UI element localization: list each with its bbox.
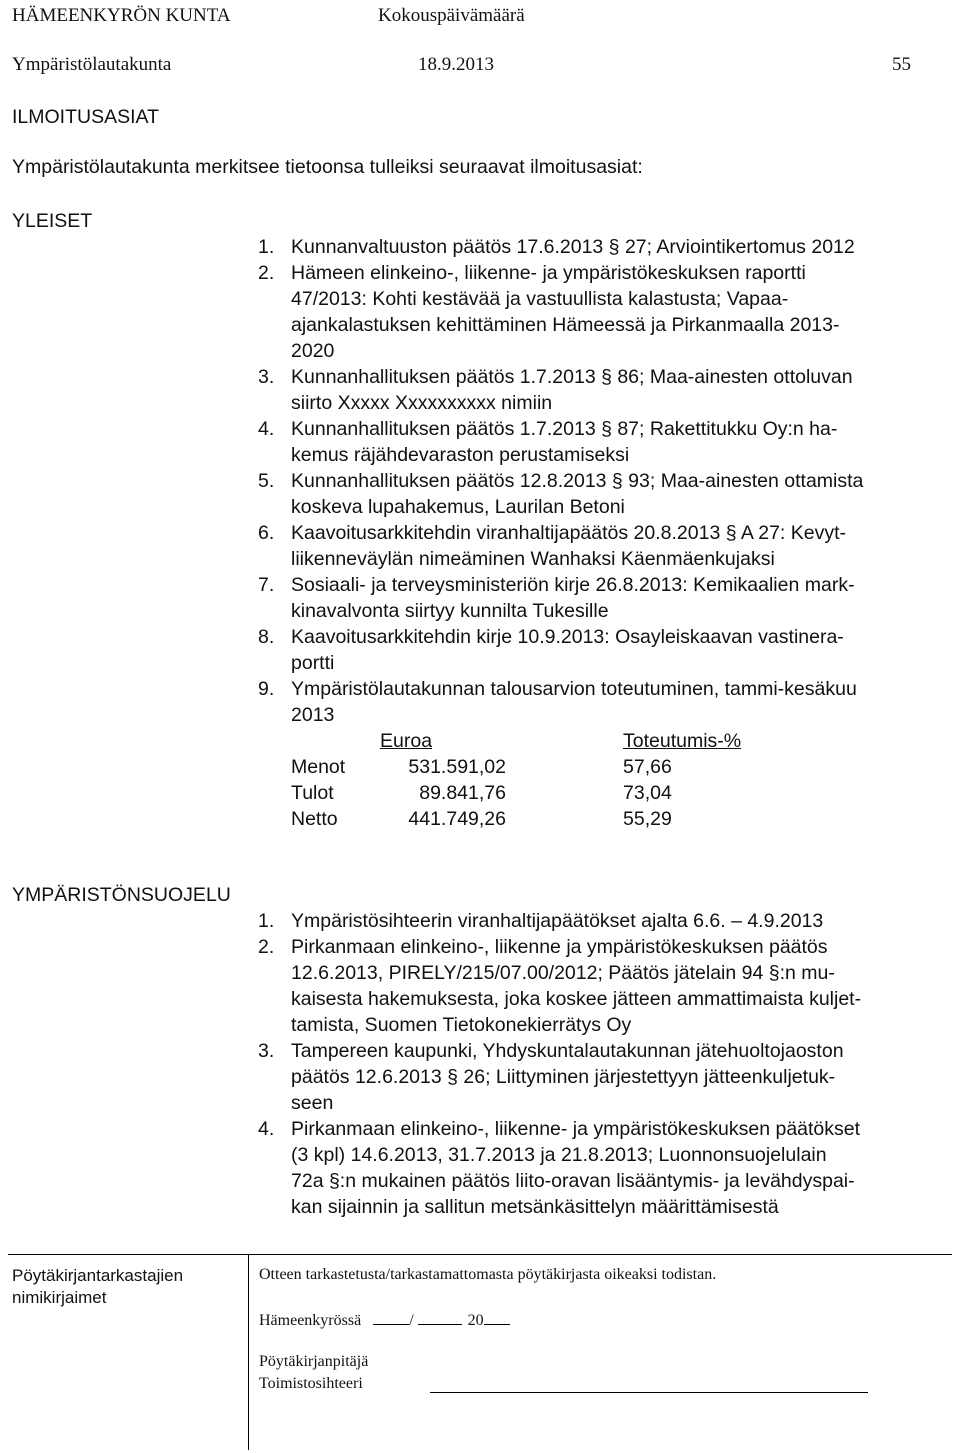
item-number: 5. <box>258 470 275 492</box>
item-number: 1. <box>258 910 275 932</box>
item-line: 47/2013: Kohti kestävää ja vastuullista kalastusta; Vapaa- <box>291 288 789 310</box>
doc-type-label: Kokouspäivämäärä <box>378 5 525 26</box>
item-line: Kunnanhallituksen päätös 12.8.2013 § 93; Maa-ainesten ottamista <box>291 470 864 492</box>
row-euro-value: 89.841,76 <box>419 782 506 804</box>
item-line: Kaavoitusarkkitehdin viranhaltijapäätös 20.8.2013 § A 27: Kevyt- <box>291 522 847 544</box>
item-line: Ympäristösihteerin viranhaltijapäätökset ajalta 6.6. – 4.9.2013 <box>291 910 824 932</box>
page-number: 55 <box>892 54 911 75</box>
place-name: Hämeenkyrössä <box>259 1312 362 1329</box>
item-number: 7. <box>258 574 275 596</box>
item-number: 8. <box>258 626 275 648</box>
keeper-label: Pöytäkirjanpitäjä <box>259 1353 369 1370</box>
item-line: Tampereen kaupunki, Yhdyskuntalautakunnan jätehuoltojaoston <box>291 1040 844 1062</box>
signature-line[interactable] <box>430 1392 868 1393</box>
item-line: siirto Xxxxx Xxxxxxxxxx nimiin <box>291 392 553 414</box>
column-header-euro: Euroa <box>380 730 433 752</box>
general-heading: YLEISET <box>12 210 93 232</box>
item-number: 2. <box>258 262 275 284</box>
municipality-name: HÄMEENKYRÖN KUNTA <box>12 5 231 26</box>
intro-text: Ympäristölautakunta merkitsee tietoonsa tulleiksi seuraavat ilmoitusasiat: <box>12 156 643 178</box>
signers-label-2: nimikirjaimet <box>12 1288 107 1307</box>
section-title: ILMOITUSASIAT <box>12 106 159 128</box>
item-number: 1. <box>258 236 275 258</box>
item-line: portti <box>291 652 335 674</box>
place-date-line <box>259 1310 510 1330</box>
item-line: kan sijainnin ja sallitun metsänkäsittelyn määrittämisestä <box>291 1196 779 1218</box>
item-line: Kunnanvaltuuston päätös 17.6.2013 § 27; Arviointikertomus 2012 <box>291 236 855 258</box>
year-prefix: 20 <box>467 1312 484 1329</box>
meeting-date: 18.9.2013 <box>418 54 494 75</box>
row-percentage-value: 73,04 <box>623 782 672 804</box>
row-label: Menot <box>291 756 346 778</box>
column-header-percentage: Toteutumis-% <box>623 730 742 752</box>
month-blank[interactable] <box>418 1310 462 1325</box>
item-number: 2. <box>258 936 275 958</box>
row-euro-value: 531.591,02 <box>408 756 506 778</box>
keeper-title: Toimistosihteeri <box>259 1375 363 1392</box>
item-line: päätös 12.6.2013 § 26; Liittyminen järjestettyyn jätteenkuljetuk- <box>291 1066 836 1088</box>
item-number: 9. <box>258 678 275 700</box>
day-blank[interactable] <box>373 1310 409 1325</box>
row-percentage-value: 57,66 <box>623 756 672 778</box>
footer-column-divider <box>248 1254 249 1450</box>
item-line: 2020 <box>291 340 335 362</box>
item-line: ajankalastuksen kehittäminen Hämeessä ja Pirkanmaalla 2013- <box>291 314 840 336</box>
row-label: Netto <box>291 808 338 830</box>
certification-text: Otteen tarkastetusta/tarkastamattomasta pöytäkirjasta oikeaksi todistan. <box>259 1266 717 1283</box>
item-line: Kunnanhallituksen päätös 1.7.2013 § 87; Rakettitukku Oy:n ha- <box>291 418 838 440</box>
item-line: Pirkanmaan elinkeino-, liikenne- ja ympäristökeskuksen päätökset <box>291 1118 861 1140</box>
committee-name: Ympäristölautakunta <box>12 54 172 75</box>
item-line: tamista, Suomen Tietokonekierrätys Oy <box>291 1014 632 1036</box>
item-number: 3. <box>258 366 275 388</box>
item-line: 72a §:n mukainen päätös liito-oravan lisääntymis- ja levähdyspai- <box>291 1170 855 1192</box>
item-line: kemus räjähdevaraston perustamiseksi <box>291 444 630 466</box>
item-line: Kaavoitusarkkitehdin kirje 10.9.2013: Osayleiskaavan vastinera- <box>291 626 844 648</box>
signers-label: Pöytäkirjantarkastajien <box>12 1266 184 1285</box>
item-number: 6. <box>258 522 275 544</box>
year-blank[interactable] <box>484 1310 510 1325</box>
item-line: 12.6.2013, PIRELY/215/07.00/2012; Päätös jätelain 94 §:n mu- <box>291 962 835 984</box>
item-number: 4. <box>258 1118 275 1140</box>
item-line: Ympäristölautakunnan talousarvion toteutuminen, tammi-kesäkuu <box>291 678 857 700</box>
item-number: 4. <box>258 418 275 440</box>
item-line: Kunnanhallituksen päätös 1.7.2013 § 86; Maa-ainesten ottoluvan <box>291 366 853 388</box>
item-number: 3. <box>258 1040 275 1062</box>
item-line: 2013 <box>291 704 335 726</box>
environment-heading: YMPÄRISTÖNSUOJELU <box>12 884 231 906</box>
item-line: (3 kpl) 14.6.2013, 31.7.2013 ja 21.8.2013; Luonnonsuojelulain <box>291 1144 827 1166</box>
item-line: liikenneväylän nimeäminen Wanhaksi Käenmäenkujaksi <box>291 548 775 570</box>
row-label: Tulot <box>291 782 334 804</box>
date-separator: / <box>409 1312 414 1329</box>
item-line: koskeva lupahakemus, Laurilan Betoni <box>291 496 625 518</box>
footer-divider <box>8 1254 952 1255</box>
row-percentage-value: 55,29 <box>623 808 672 830</box>
row-euro-value: 441.749,26 <box>408 808 506 830</box>
item-line: Hämeen elinkeino-, liikenne- ja ympäristökeskuksen raportti <box>291 262 806 284</box>
item-line: seen <box>291 1092 334 1114</box>
item-line: kinavalvonta siirtyy kunnilta Tukesille <box>291 600 609 622</box>
item-line: kaisesta hakemuksesta, joka koskee jätteen ammattimaista kuljet- <box>291 988 862 1010</box>
item-line: Sosiaali- ja terveysministeriön kirje 26.8.2013: Kemikaalien mark- <box>291 574 855 596</box>
item-line: Pirkanmaan elinkeino-, liikenne ja ympäristökeskuksen päätös <box>291 936 828 958</box>
